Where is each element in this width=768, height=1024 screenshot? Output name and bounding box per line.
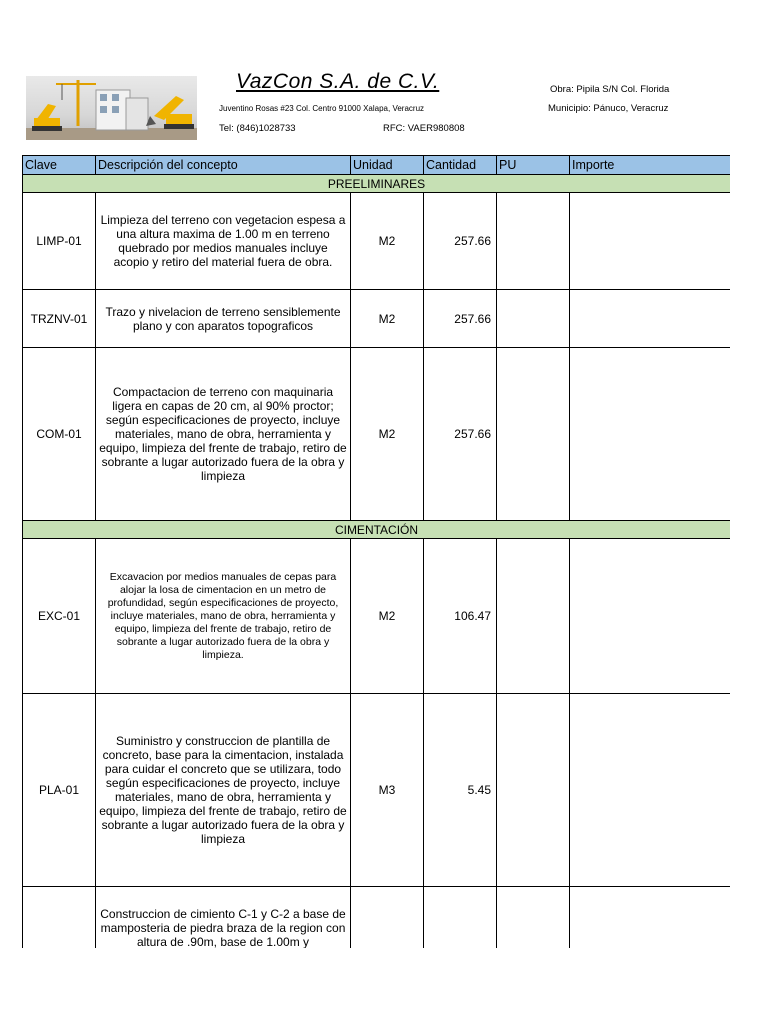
cell-cantidad: 106.47 [424, 539, 497, 694]
cell-importe [570, 193, 731, 290]
cell-clave: EXC-01 [23, 539, 96, 694]
cell-pu [497, 193, 570, 290]
cell-descripcion: Limpieza del terreno con vegetacion espesa a una altura maxima de 1.00 m en terreno quebrado por medios manuales incluye acopio y retiro del material fuera de obra. [96, 193, 351, 290]
cell-pu [497, 887, 570, 949]
cell-cantidad: 257.66 [424, 193, 497, 290]
column-header-descripcion: Descripción del concepto [96, 156, 351, 175]
table-row [23, 193, 731, 290]
cell-pu [497, 290, 570, 348]
cell-unidad: M2 [351, 348, 424, 521]
project-municipality: Municipio: Pánuco, Veracruz [548, 103, 669, 114]
column-header-cantidad: Cantidad [424, 156, 497, 175]
cell-pu [497, 348, 570, 521]
project-location: Obra: Pipila S/N Col. Florida [550, 84, 670, 95]
construction-machinery-icon [26, 76, 197, 140]
company-name: VazCon S.A. de C.V. [236, 70, 440, 93]
cell-clave [23, 887, 96, 949]
cell-unidad [351, 887, 424, 949]
column-header-clave: Clave [23, 156, 96, 175]
table-header-row [23, 156, 731, 175]
cell-clave: COM-01 [23, 348, 96, 521]
cell-descripcion: Construccion de cimiento C-1 y C-2 a base de mamposteria de piedra braza de la region con altura de .90m, base de 1.00m y [96, 887, 351, 949]
cell-unidad: M2 [351, 193, 424, 290]
cell-descripcion: Excavacion por medios manuales de cepas para alojar la losa de cimentacion en un metro de profundidad, según especificaciones de proyecto, incluye materiales, mano de obra, herramienta y equipo, limpieza del frente de trabajo, retiro de sobrante a lugar autorizado fuera de la obra y limpieza. [96, 539, 351, 694]
column-header-pu: PU [497, 156, 570, 175]
column-header-unidad: Unidad [351, 156, 424, 175]
cell-clave: TRZNV-01 [23, 290, 96, 348]
cell-cantidad: 257.66 [424, 290, 497, 348]
cell-clave: LIMP-01 [23, 193, 96, 290]
cell-pu [497, 539, 570, 694]
company-logo [26, 76, 197, 140]
section-row-preeliminares [23, 175, 731, 193]
cell-descripcion: Trazo y nivelacion de terreno sensiblemente plano y con aparatos topograficos [96, 290, 351, 348]
section-row-cimentacion [23, 521, 731, 539]
cell-unidad: M2 [351, 539, 424, 694]
company-phone: Tel: (846)1028733 [219, 123, 296, 134]
company-address: Juventino Rosas #23 Col. Centro 91000 Xalapa, Veracruz [219, 104, 425, 113]
cell-unidad: M3 [351, 694, 424, 887]
budget-table [22, 155, 730, 948]
section-title: PREELIMINARES [23, 175, 731, 193]
cell-clave: PLA-01 [23, 694, 96, 887]
cell-cantidad: 5.45 [424, 694, 497, 887]
table-row [23, 694, 731, 887]
cell-unidad: M2 [351, 290, 424, 348]
cell-importe [570, 694, 731, 887]
table-row [23, 290, 731, 348]
cell-importe [570, 290, 731, 348]
column-header-importe: Importe [570, 156, 731, 175]
cell-descripcion: Suministro y construccion de plantilla de concreto, base para la cimentacion, instalada para cuidar el concreto que se utilizara, todo según especificaciones de proyecto, incluye materiales, mano de obra, herramienta y equipo, limpieza del frente de trabajo, retiro de sobrante a lugar autorizado fuera de la obra y limpieza [96, 694, 351, 887]
cell-importe [570, 887, 731, 949]
company-rfc: RFC: VAER980808 [383, 123, 465, 134]
cell-pu [497, 694, 570, 887]
table-row [23, 539, 731, 694]
cell-importe [570, 539, 731, 694]
cell-importe [570, 348, 731, 521]
table-row [23, 348, 731, 521]
cell-cantidad [424, 887, 497, 949]
table-row [23, 887, 731, 949]
budget-sheet [22, 155, 730, 948]
cell-descripcion: Compactacion de terreno con maquinaria ligera en capas de 20 cm, al 90% proctor; según especificaciones de proyecto, incluye materiales, mano de obra, herramienta y equipo, limpieza del frente de trabajo, retiro de sobrante a lugar autorizado fuera de la obra y limpieza [96, 348, 351, 521]
cell-cantidad: 257.66 [424, 348, 497, 521]
section-title: CIMENTACIÓN [23, 521, 731, 539]
